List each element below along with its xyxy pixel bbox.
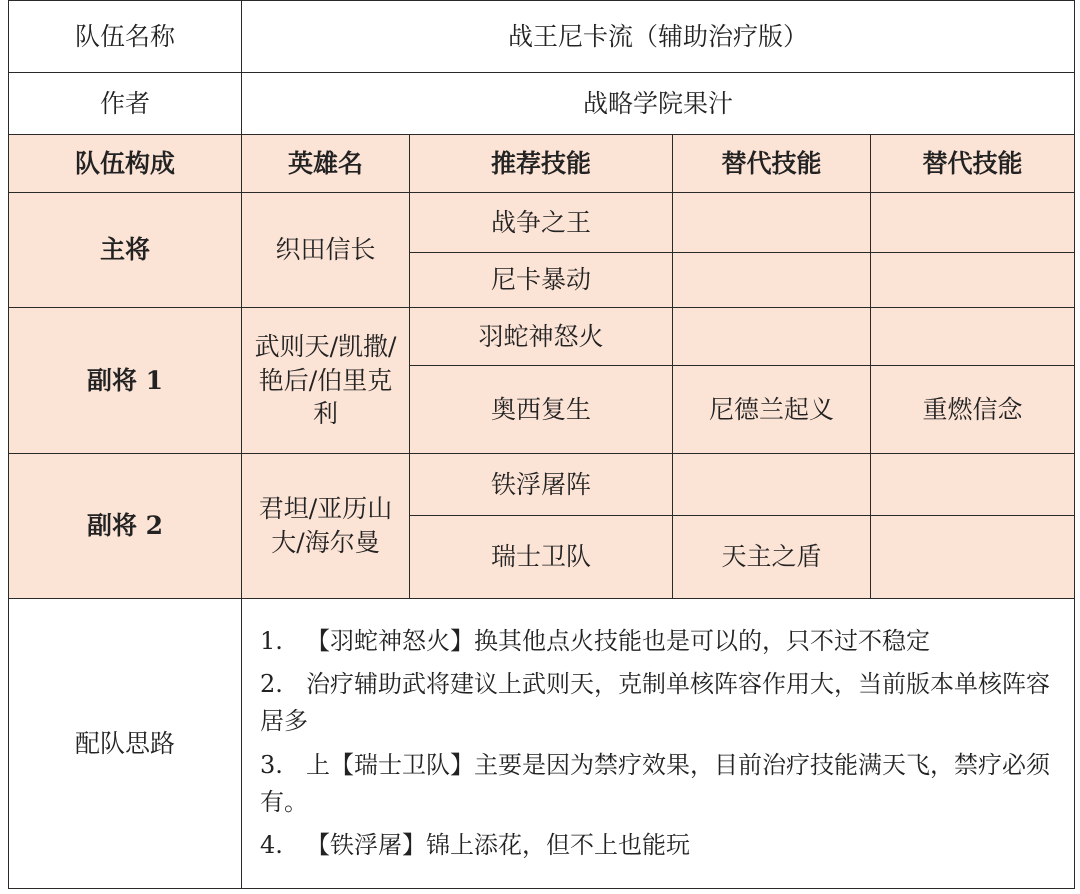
- role-main: 主将: [9, 193, 242, 308]
- hero-main: 织田信长: [242, 193, 410, 308]
- team-guide-table-frame: [8, 0, 1074, 890]
- hero-vice-1: 武则天/凯撒/艳后/伯里克利: [242, 308, 410, 454]
- author-value: 战略学院果汁: [242, 73, 1075, 135]
- list-item: 1. 【羽蛇神怒火】换其他点火技能也是可以的，只不过不稳定: [260, 626, 930, 655]
- team-guide-table: [8, 0, 1075, 889]
- author-label: 作者: [9, 73, 242, 135]
- list-item: 4. 【铁浮屠】锦上添花，但不上也能玩: [260, 830, 690, 859]
- skill-alt-1: [673, 308, 871, 366]
- skill-alt-2: [871, 193, 1075, 253]
- skill-alt-1: 天主之盾: [673, 516, 871, 599]
- skill-recommended: 羽蛇神怒火: [410, 308, 673, 366]
- skill-alt-2: [871, 308, 1075, 366]
- list-item: 2. 治疗辅助武将建议上武则天，克制单核阵容作用大，当前版本单核阵容居多: [260, 670, 1050, 736]
- header-composition: 队伍构成: [9, 135, 242, 193]
- skill-alt-1: [673, 454, 871, 516]
- role-vice-2: 副将 2: [9, 454, 242, 599]
- list-item: 3. 上【瑞士卫队】主要是因为禁疗效果，目前治疗技能满天飞，禁疗必须有。: [260, 750, 1050, 816]
- team-name-row: [9, 1, 1075, 73]
- role-vice-1: 副将 1: [9, 308, 242, 454]
- skill-alt-1: [673, 193, 871, 253]
- team-name-value: 战王尼卡流（辅助治疗版）: [242, 1, 1075, 73]
- thoughts-row: [9, 599, 1075, 889]
- skill-recommended: 尼卡暴动: [410, 253, 673, 308]
- team-name-label: 队伍名称: [9, 1, 242, 73]
- header-alt-skill-2: 替代技能: [871, 135, 1075, 193]
- header-recommended-skill: 推荐技能: [410, 135, 673, 193]
- header-row: [9, 135, 1075, 193]
- table-row: [9, 308, 1075, 366]
- skill-alt-2: [871, 454, 1075, 516]
- skill-recommended: 铁浮屠阵: [410, 454, 673, 516]
- skill-alt-2: [871, 253, 1075, 308]
- table-row: [9, 193, 1075, 253]
- author-row: [9, 73, 1075, 135]
- thoughts-content: [242, 599, 1075, 889]
- skill-alt-1: [673, 253, 871, 308]
- skill-recommended: 瑞士卫队: [410, 516, 673, 599]
- header-hero-name: 英雄名: [242, 135, 410, 193]
- skill-alt-2: 重燃信念: [871, 366, 1075, 454]
- skill-alt-1: 尼德兰起义: [673, 366, 871, 454]
- header-alt-skill-1: 替代技能: [673, 135, 871, 193]
- table-row: [9, 454, 1075, 516]
- thoughts-label: 配队思路: [9, 599, 242, 889]
- skill-recommended: 奥西复生: [410, 366, 673, 454]
- skill-alt-2: [871, 516, 1075, 599]
- skill-recommended: 战争之王: [410, 193, 673, 253]
- hero-vice-2: 君坦/亚历山大/海尔曼: [242, 454, 410, 599]
